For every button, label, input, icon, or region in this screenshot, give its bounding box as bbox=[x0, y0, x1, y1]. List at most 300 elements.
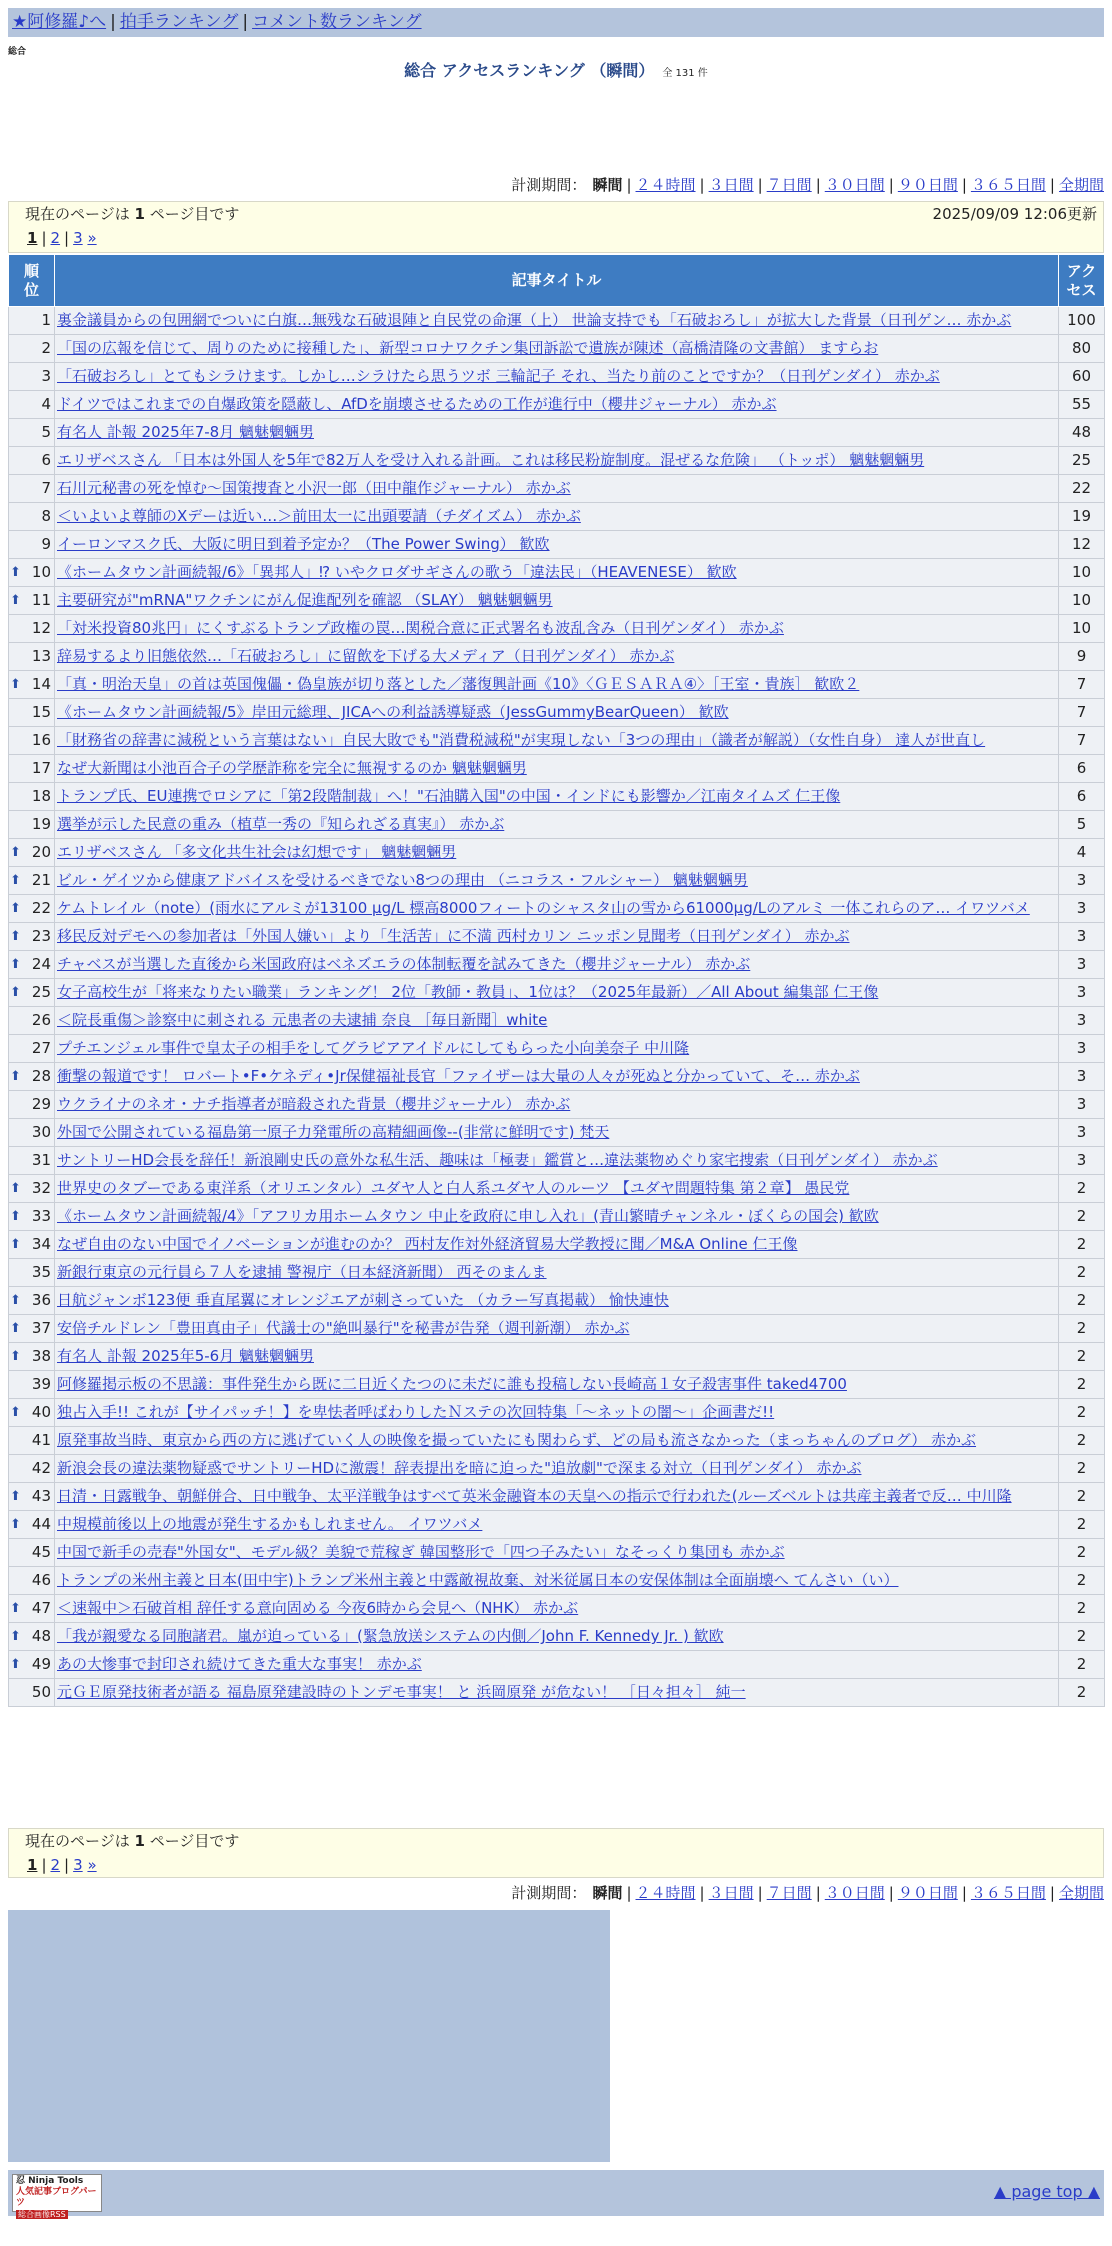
table-row bbox=[9, 1399, 1105, 1427]
access-count: 3 bbox=[1059, 1091, 1105, 1119]
rank-cell bbox=[9, 1679, 55, 1707]
article-title-link[interactable]: エリザベスさん 「日本は外国人を5年で82万人を受け入れる計画。これは移民粉旋制度。混ぜるな危険」 （トッポ） 魑魅魍魎男 bbox=[57, 451, 925, 469]
article-title-link[interactable]: 世界史のタブーである東洋系（オリエンタル）ユダヤ人と白人系ユダヤ人のルーツ 【ユダヤ問題特集 第２章】 愚民党 bbox=[57, 1179, 850, 1197]
table-row bbox=[9, 335, 1105, 363]
access-count: 10 bbox=[1059, 559, 1105, 587]
ranking-table bbox=[8, 254, 1105, 1707]
footer-bar bbox=[8, 2170, 1104, 2219]
ninja-tools-badge[interactable] bbox=[12, 2174, 102, 2219]
rank-cell bbox=[9, 1623, 55, 1651]
period-separator: | bbox=[815, 1884, 821, 1902]
article-title-link[interactable]: 阿修羅掲示板の不思議：事件発生から既に二日近くたつのに未だに誰も投稿しない長崎高１女子殺害事件 taked4700 bbox=[57, 1375, 847, 1393]
rank-number: 41 bbox=[31, 1431, 51, 1449]
access-count: 2 bbox=[1059, 1343, 1105, 1371]
article-title-link[interactable]: 移民反対デモへの参加者は「外国人嫌い」より「生活苦」に不満 西村カリン ニッポン見聞考（日刊ゲンダイ） 赤かぶ bbox=[57, 927, 850, 945]
rank-cell bbox=[9, 1259, 55, 1287]
rank-cell bbox=[9, 447, 55, 475]
access-count: 100 bbox=[1059, 307, 1105, 335]
table-row bbox=[9, 1119, 1105, 1147]
article-title-link[interactable]: プチエンジェル事件で皇太子の相手をしてグラビアアイドルにしてもらった小向美奈子 中川隆 bbox=[57, 1039, 690, 1057]
table-row bbox=[9, 1091, 1105, 1119]
table-row bbox=[9, 671, 1105, 699]
table-row bbox=[9, 1063, 1105, 1091]
rank-cell bbox=[9, 895, 55, 923]
rank-number: 5 bbox=[41, 423, 51, 441]
title-cell bbox=[55, 1651, 1059, 1679]
table-row bbox=[9, 1343, 1105, 1371]
article-title-link[interactable]: 日航ジャンボ123便 垂直尾翼にオレンジエアが刺さっていた （カラー写真掲載） 愉快連快 bbox=[57, 1291, 669, 1309]
period-link-30d[interactable]: ３０日間 bbox=[824, 176, 885, 194]
rank-cell bbox=[9, 1343, 55, 1371]
title-cell bbox=[55, 1343, 1059, 1371]
period-link-all[interactable]: 全期間 bbox=[1058, 1884, 1104, 1902]
applause-ranking-link[interactable]: 拍手ランキング bbox=[119, 12, 239, 32]
table-row bbox=[9, 755, 1105, 783]
rank-number: 33 bbox=[31, 1207, 51, 1225]
title-cell bbox=[55, 895, 1059, 923]
access-count: 7 bbox=[1059, 671, 1105, 699]
up-arrow-icon: ⬆ bbox=[10, 1237, 21, 1252]
ninja-badge-line3: 総合画像RSS bbox=[18, 2210, 66, 2219]
table-row bbox=[9, 979, 1105, 1007]
access-count: 7 bbox=[1059, 699, 1105, 727]
access-count: 2 bbox=[1059, 1539, 1105, 1567]
table-row bbox=[9, 1539, 1105, 1567]
article-title-link[interactable]: 新浪会長の違法薬物疑惑でサントリーHDに激震！辞表提出を暗に迫った"追放劇"で深まる対立（日刊ゲンダイ） 赤かぶ bbox=[57, 1459, 862, 1477]
title-cell bbox=[55, 1091, 1059, 1119]
rank-number: 38 bbox=[31, 1347, 51, 1365]
article-title-link[interactable]: ＜院長重傷＞診察中に刺される 元患者の夫逮捕 奈良 ［毎日新聞］white bbox=[57, 1011, 548, 1029]
page-info-suffix: ページ目です bbox=[149, 1832, 240, 1850]
period-link-90d[interactable]: ９０日間 bbox=[897, 176, 958, 194]
up-arrow-icon: ⬆ bbox=[10, 1321, 21, 1336]
table-row bbox=[9, 699, 1105, 727]
rank-number: 21 bbox=[31, 871, 51, 889]
title-cell bbox=[55, 1567, 1059, 1595]
article-title-link[interactable]: 日清・日露戦争、朝鮮併合、日中戦争、太平洋戦争はすべて英米金融資本の天皇への指示で行われた(ルーズベルトは共産主義者で反… 中川隆 bbox=[57, 1487, 1012, 1505]
rank-number: 9 bbox=[41, 535, 51, 553]
article-title-link[interactable]: 《ホームタウン計画続報/4》「アフリカ用ホームタウン 中止を政府に申し入れ」(青山繁晴チャンネル・ぼくらの国会) 歓欧 bbox=[57, 1207, 879, 1225]
access-count: 2 bbox=[1059, 1511, 1105, 1539]
period-separator: | bbox=[757, 176, 763, 194]
table-row bbox=[9, 447, 1105, 475]
rank-cell bbox=[9, 839, 55, 867]
rank-number: 35 bbox=[31, 1263, 51, 1281]
access-count: 2 bbox=[1059, 1203, 1105, 1231]
page-current: 1 bbox=[27, 1856, 38, 1874]
rank-cell bbox=[9, 867, 55, 895]
article-title-link[interactable]: 有名人 訃報 2025年7-8月 魑魅魍魎男 bbox=[57, 423, 314, 441]
title-cell bbox=[55, 447, 1059, 475]
title-cell bbox=[55, 671, 1059, 699]
title-cell bbox=[55, 1455, 1059, 1483]
article-title-link[interactable]: 《ホームタウン計画続報/6》「異邦人」⁉ いやクロダサギさんの歌う「違法民」（HEAVENESE） 歓欧 bbox=[57, 563, 737, 581]
page-link-2[interactable]: 2 bbox=[50, 229, 61, 247]
table-row bbox=[9, 1483, 1105, 1511]
col-header-rank: 順位 bbox=[9, 255, 55, 307]
page-next-link[interactable]: » bbox=[87, 1856, 97, 1874]
title-cell bbox=[55, 951, 1059, 979]
period-link-7d[interactable]: ７日間 bbox=[766, 1884, 812, 1902]
title-cell bbox=[55, 1539, 1059, 1567]
access-count: 2 bbox=[1059, 1567, 1105, 1595]
article-title-link[interactable]: 石川元秘書の死を悼む〜国策捜査と小沢一郎（田中龍作ジャーナル） 赤かぶ bbox=[57, 479, 571, 497]
article-title-link[interactable]: 「対米投資80兆円」にくすぶるトランプ政権の罠…関税合意に正式署名も波乱含み（日刊ゲンダイ） 赤かぶ bbox=[57, 619, 784, 637]
period-separator: | bbox=[757, 1884, 763, 1902]
access-count: 2 bbox=[1059, 1399, 1105, 1427]
page-separator: | bbox=[64, 1856, 70, 1874]
rank-number: 44 bbox=[31, 1515, 51, 1533]
title-cell bbox=[55, 1511, 1059, 1539]
period-link-24h[interactable]: ２４時間 bbox=[635, 1884, 696, 1902]
rank-number: 12 bbox=[31, 619, 51, 637]
table-row bbox=[9, 643, 1105, 671]
rank-number: 45 bbox=[31, 1543, 51, 1561]
article-title-link[interactable]: 「財務省の辞書に減税という言葉はない」自民大敗でも"消費税減税"が実現しない「3つの理由」（識者が解説）（女性自身） 達人が世直し bbox=[57, 731, 986, 749]
period-link-90d[interactable]: ９０日間 bbox=[897, 1884, 958, 1902]
title-cell bbox=[55, 1147, 1059, 1175]
up-arrow-icon: ⬆ bbox=[10, 1349, 21, 1364]
rank-cell bbox=[9, 559, 55, 587]
title-cell bbox=[55, 531, 1059, 559]
rank-cell bbox=[9, 979, 55, 1007]
period-link-365d[interactable]: ３６５日間 bbox=[970, 176, 1046, 194]
table-row bbox=[9, 1147, 1105, 1175]
rank-number: 15 bbox=[31, 703, 51, 721]
article-title-link[interactable]: 中国で新手の売春"外国女"、モデル級？美貌で荒稼ぎ 韓国整形で「四つ子みたい」なそっくり集団も 赤かぶ bbox=[57, 1543, 785, 1561]
up-arrow-icon: ⬆ bbox=[10, 1293, 21, 1308]
article-title-link[interactable]: ドイツではこれまでの自爆政策を隠蔽し、AfDを崩壊させるための工作が進行中（櫻井ジャーナル） 赤かぶ bbox=[57, 395, 777, 413]
article-title-link[interactable]: エリザベスさん 「多文化共生社会は幻想です」 魑魅魍魎男 bbox=[57, 843, 457, 861]
access-count: 2 bbox=[1059, 1679, 1105, 1707]
article-title-link[interactable]: 中規模前後以上の地震が発生するかもしれません。 イワツバメ bbox=[57, 1515, 483, 1533]
rank-cell bbox=[9, 1035, 55, 1063]
period-selector-bottom bbox=[511, 1883, 1104, 1903]
access-count: 3 bbox=[1059, 979, 1105, 1007]
article-title-link[interactable]: なぜ大新聞は小池百合子の学歴詐称を完全に無視するのか 魑魅魍魎男 bbox=[57, 759, 527, 777]
rank-cell bbox=[9, 1315, 55, 1343]
period-separator: | bbox=[961, 1884, 967, 1902]
rank-number: 2 bbox=[41, 339, 51, 357]
article-title-link[interactable]: 安倍チルドレン「豊田真由子」代議士の"絶叫暴行"を秘書が告発（週刊新潮） 赤かぶ bbox=[57, 1319, 630, 1337]
title-cell bbox=[55, 1595, 1059, 1623]
page-separator: | bbox=[41, 1856, 47, 1874]
article-title-link[interactable]: トランプ氏、EU連携でロシアに「第2段階制裁」へ！"石油購入国"の中国・インドにも影響か／江南タイムズ 仁王像 bbox=[57, 787, 841, 805]
period-link-3d[interactable]: ３日間 bbox=[708, 176, 754, 194]
title-cell bbox=[55, 1259, 1059, 1287]
rank-number: 16 bbox=[31, 731, 51, 749]
article-title-link[interactable]: 新銀行東京の元行員ら７人を逮捕 警視庁（日本経済新聞） 西そのまんま bbox=[57, 1263, 547, 1281]
article-title-link[interactable]: 「真・明治天皇」の首は英国傀儡・偽皇族が切り落とした／藩復興計画《10》〈ＧＥＳＡＲＡ④〉［王室・貴族］ 歓欧２ bbox=[57, 675, 860, 693]
title-cell bbox=[55, 643, 1059, 671]
rank-number: 42 bbox=[31, 1459, 51, 1477]
article-title-link[interactable]: サントリーHD会長を辞任！新浪剛史氏の意外な私生活、趣味は「極妻」鑑賞と…違法薬物めぐり家宅捜索（日刊ゲンダイ） 赤かぶ bbox=[57, 1151, 938, 1169]
rank-number: 25 bbox=[31, 983, 51, 1001]
article-title-link[interactable]: ＜いよいよ尊師のXデーは近い…＞前田太一に出頭要請（チダイズム） 赤かぶ bbox=[57, 507, 581, 525]
period-separator: | bbox=[815, 176, 821, 194]
article-title-link[interactable]: 有名人 訃報 2025年5-6月 魑魅魍魎男 bbox=[57, 1347, 314, 1365]
page-title: 総合 アクセスランキング （瞬間） bbox=[404, 61, 655, 80]
col-header-title: 記事タイトル bbox=[55, 255, 1059, 307]
up-arrow-icon: ⬆ bbox=[10, 845, 21, 860]
table-row bbox=[9, 923, 1105, 951]
rank-number: 46 bbox=[31, 1571, 51, 1589]
title-cell bbox=[55, 1483, 1059, 1511]
article-title-link[interactable]: 原発事故当時、東京から西の方に逃げていく人の映像を撮っていたにも関わらず、どの局も流さなかった（まっちゃんのブログ） 赤かぶ bbox=[57, 1431, 977, 1449]
page-info-number: 1 bbox=[134, 205, 145, 223]
rank-number: 40 bbox=[31, 1403, 51, 1421]
rank-cell bbox=[9, 1455, 55, 1483]
period-separator: | bbox=[626, 1884, 632, 1902]
rank-cell bbox=[9, 1119, 55, 1147]
access-count: 22 bbox=[1059, 475, 1105, 503]
table-row bbox=[9, 503, 1105, 531]
title-cell bbox=[55, 587, 1059, 615]
page-top-link[interactable]: ▲ page top ▲ bbox=[993, 2182, 1100, 2201]
access-count: 19 bbox=[1059, 503, 1105, 531]
rank-number: 19 bbox=[31, 815, 51, 833]
title-cell bbox=[55, 727, 1059, 755]
access-count: 2 bbox=[1059, 1371, 1105, 1399]
home-link[interactable]: ★阿修羅♪へ bbox=[12, 12, 107, 32]
article-title-link[interactable]: あの大惨事で封印され続けてきた重大な事実！ 赤かぶ bbox=[57, 1655, 422, 1673]
category-label: 総合 bbox=[8, 47, 27, 57]
access-count: 6 bbox=[1059, 783, 1105, 811]
period-link-all[interactable]: 全期間 bbox=[1058, 176, 1104, 194]
table-row bbox=[9, 811, 1105, 839]
title-cell bbox=[55, 503, 1059, 531]
title-cell bbox=[55, 1035, 1059, 1063]
rank-number: 28 bbox=[31, 1067, 51, 1085]
access-count: 3 bbox=[1059, 895, 1105, 923]
up-arrow-icon: ⬆ bbox=[10, 901, 21, 916]
period-link-30d[interactable]: ３０日間 bbox=[824, 1884, 885, 1902]
rank-number: 23 bbox=[31, 927, 51, 945]
nav-separator: | bbox=[110, 12, 116, 32]
article-title-link[interactable]: ビル・ゲイツから健康アドバイスを受けるべきでない8つの理由 （ニコラス・フルシャー） 魑魅魍魎男 bbox=[57, 871, 748, 889]
access-count: 2 bbox=[1059, 1231, 1105, 1259]
period-label: 計測期間： bbox=[511, 1884, 587, 1902]
access-count: 55 bbox=[1059, 391, 1105, 419]
rank-number: 49 bbox=[31, 1655, 51, 1673]
rank-cell bbox=[9, 643, 55, 671]
rank-cell bbox=[9, 419, 55, 447]
title-cell bbox=[55, 1287, 1059, 1315]
nav-separator: | bbox=[242, 12, 249, 32]
title-cell bbox=[55, 419, 1059, 447]
period-link-3d[interactable]: ３日間 bbox=[708, 1884, 754, 1902]
access-count: 2 bbox=[1059, 1287, 1105, 1315]
article-title-link[interactable]: 「我が親愛なる同胞諸君。嵐が迫っている」(緊急放送システムの内側／John F. Kennedy Jr. ) 歓欧 bbox=[57, 1627, 724, 1645]
rank-number: 3 bbox=[41, 367, 51, 385]
article-title-link[interactable]: 「国の広報を信じて、周りのために接種した」、新型コロナワクチン集団訴訟で遺族が陳述（高橋清隆の文書館） ますらお bbox=[57, 339, 879, 357]
up-arrow-icon: ⬆ bbox=[10, 985, 21, 1000]
page-link-2[interactable]: 2 bbox=[50, 1856, 61, 1874]
rank-cell bbox=[9, 1371, 55, 1399]
access-count: 25 bbox=[1059, 447, 1105, 475]
rank-cell bbox=[9, 1651, 55, 1679]
rank-number: 37 bbox=[31, 1319, 51, 1337]
title-cell bbox=[55, 475, 1059, 503]
table-row bbox=[9, 615, 1105, 643]
access-count: 2 bbox=[1059, 1427, 1105, 1455]
access-count: 60 bbox=[1059, 363, 1105, 391]
article-title-link[interactable]: なぜ自由のない中国でイノベーションが進むのか？ 西村友作対外経済貿易大学教授に聞／M&A Online 仁王像 bbox=[57, 1235, 798, 1253]
period-link-24h[interactable]: ２４時間 bbox=[635, 176, 696, 194]
article-title-link[interactable]: ケムトレイル（note）(雨水にアルミが13100 μg/L 標高8000フィートのシャスタ山の雪から61000μg/Lのアルミ 一体これらのア… イワツバメ bbox=[57, 899, 1030, 917]
rank-number: 6 bbox=[41, 451, 51, 469]
rank-cell bbox=[9, 951, 55, 979]
article-title-link[interactable]: 《ホームタウン計画続報/5》岸田元総理、JICAへの利益誘導疑惑（JessGummyBearQueen） 歓欧 bbox=[57, 703, 729, 721]
rank-cell bbox=[9, 923, 55, 951]
title-cell bbox=[55, 1175, 1059, 1203]
article-title-link[interactable]: イーロンマスク氏、大阪に明日到着予定か？（The Power Swing） 歓欧 bbox=[57, 535, 550, 553]
period-separator: | bbox=[626, 176, 632, 194]
period-current: 瞬間 bbox=[592, 1884, 623, 1902]
access-count: 4 bbox=[1059, 839, 1105, 867]
title-cell bbox=[55, 559, 1059, 587]
page-next-link[interactable]: » bbox=[87, 229, 97, 247]
page-separator: | bbox=[41, 229, 47, 247]
rank-cell bbox=[9, 699, 55, 727]
rank-cell bbox=[9, 1539, 55, 1567]
page-info-top bbox=[8, 201, 1104, 253]
up-arrow-icon: ⬆ bbox=[10, 873, 21, 888]
period-link-7d[interactable]: ７日間 bbox=[766, 176, 812, 194]
article-title-link[interactable]: トランプの米州主義と日本(田中宇)トランプ米州主義と中露敵視故棄、対米従属日本の安保体制は全面崩壊へ てんさい（い） bbox=[57, 1571, 899, 1589]
rank-cell bbox=[9, 1427, 55, 1455]
up-arrow-icon: ⬆ bbox=[10, 957, 21, 972]
rank-number: 14 bbox=[31, 675, 51, 693]
access-count: 2 bbox=[1059, 1651, 1105, 1679]
up-arrow-icon: ⬆ bbox=[10, 1181, 21, 1196]
ninja-badge-line1: 忍 Ninja Tools bbox=[16, 2176, 84, 2186]
article-title-link[interactable]: 元ＧＥ原発技術者が語る 福島原発建設時のトンデモ事実！ と 浜岡原発 が危ない！ ［日々担々］ 純一 bbox=[57, 1683, 746, 1701]
article-title-link[interactable]: ＜速報中＞石破首相 辞任する意向固める 今夜6時から会見へ（NHK） 赤かぶ bbox=[57, 1599, 579, 1617]
article-title-link[interactable]: 女子高校生が「将来なりたい職業」ランキング！ 2位「教師・教員」、1位は？（2025年最新）／All About 編集部 仁王像 bbox=[57, 983, 879, 1001]
table-row bbox=[9, 1231, 1105, 1259]
page-info-prefix: 現在のページは bbox=[25, 205, 130, 223]
page-info-suffix: ページ目です bbox=[149, 205, 240, 223]
period-link-365d[interactable]: ３６５日間 bbox=[970, 1884, 1046, 1902]
period-separator: | bbox=[1049, 176, 1055, 194]
access-count: 3 bbox=[1059, 1147, 1105, 1175]
up-arrow-icon: ⬆ bbox=[10, 1489, 21, 1504]
article-title-link[interactable]: 独占入手!! これが【サイパッチ！】を卑怯者呼ばわりしたＮステの次回特集「〜ネットの闇〜」企画書だ!! bbox=[57, 1403, 775, 1421]
period-label: 計測期間： bbox=[511, 176, 587, 194]
access-count: 6 bbox=[1059, 755, 1105, 783]
rank-number: 26 bbox=[31, 1011, 51, 1029]
title-cell bbox=[55, 1315, 1059, 1343]
rank-number: 17 bbox=[31, 759, 51, 777]
rank-number: 7 bbox=[41, 479, 51, 497]
title-cell bbox=[55, 1231, 1059, 1259]
period-current: 瞬間 bbox=[592, 176, 623, 194]
rank-number: 4 bbox=[41, 395, 51, 413]
up-arrow-icon: ⬆ bbox=[10, 1405, 21, 1420]
up-arrow-icon: ⬆ bbox=[10, 593, 21, 608]
article-title-link[interactable]: 辞易するより旧態依然…「石破おろし」に留飲を下げる大メディア（日刊ゲンダイ） 赤かぶ bbox=[57, 647, 675, 665]
rank-cell bbox=[9, 615, 55, 643]
table-row bbox=[9, 475, 1105, 503]
rank-cell bbox=[9, 1595, 55, 1623]
rank-cell bbox=[9, 755, 55, 783]
title-cell bbox=[55, 1063, 1059, 1091]
article-title-link[interactable]: 主要研究が"mRNA"ワクチンにがん促進配列を確認 （SLAY） 魑魅魍魎男 bbox=[57, 591, 553, 609]
rank-cell bbox=[9, 1203, 55, 1231]
rank-cell bbox=[9, 1483, 55, 1511]
table-row bbox=[9, 419, 1105, 447]
page-separator: | bbox=[64, 229, 70, 247]
title-cell bbox=[55, 811, 1059, 839]
table-row bbox=[9, 1455, 1105, 1483]
rank-cell bbox=[9, 671, 55, 699]
title-cell bbox=[55, 1679, 1059, 1707]
access-count: 2 bbox=[1059, 1259, 1105, 1287]
rank-number: 29 bbox=[31, 1095, 51, 1113]
article-title-link[interactable]: 裏金議員からの包囲網でついに白旗…無残な石破退陣と自民党の命運（上） 世論支持でも「石破おろし」が拡大した背景（日刊ゲン… 赤かぶ bbox=[57, 311, 1012, 329]
table-row bbox=[9, 363, 1105, 391]
article-title-link[interactable]: 選挙が示した民意の重み（植草一秀の『知られざる真実』） 赤かぶ bbox=[57, 815, 505, 833]
article-title-link[interactable]: 「石破おろし」とてもシラけます。しかし…シラけたら思うツボ 三輪記子 それ、当たり前のことですか？（日刊ゲンダイ） 赤かぶ bbox=[57, 367, 940, 385]
article-title-link[interactable]: 衝撃の報道です！ ロバート•F•ケネディ•Jr保健福祉長官「ファイザーは大量の人々が死ぬと分かっていて、そ… 赤かぶ bbox=[57, 1067, 860, 1085]
title-cell bbox=[55, 307, 1059, 335]
access-count: 3 bbox=[1059, 867, 1105, 895]
title-cell bbox=[55, 1371, 1059, 1399]
up-arrow-icon: ⬆ bbox=[10, 929, 21, 944]
rank-number: 8 bbox=[41, 507, 51, 525]
comment-ranking-link[interactable]: コメント数ランキング bbox=[252, 12, 422, 32]
title-cell bbox=[55, 979, 1059, 1007]
table-row bbox=[9, 1623, 1105, 1651]
article-title-link[interactable]: 外国で公開されている福島第一原子力発電所の高精細画像--(非常に鮮明です) 梵天 bbox=[57, 1123, 610, 1141]
table-row bbox=[9, 1651, 1105, 1679]
page-link-3[interactable]: 3 bbox=[73, 1856, 83, 1874]
article-title-link[interactable]: ウクライナのネオ・ナチ指導者が暗殺された背景（櫻井ジャーナル） 赤かぶ bbox=[57, 1095, 571, 1113]
page-link-3[interactable]: 3 bbox=[73, 229, 83, 247]
title-cell bbox=[55, 1007, 1059, 1035]
rank-cell bbox=[9, 783, 55, 811]
rank-cell bbox=[9, 391, 55, 419]
title-cell bbox=[55, 1119, 1059, 1147]
period-separator: | bbox=[888, 1884, 894, 1902]
title-cell bbox=[55, 1203, 1059, 1231]
rank-number: 50 bbox=[31, 1683, 51, 1701]
page-info-prefix: 現在のページは bbox=[25, 1832, 130, 1850]
title-cell bbox=[55, 783, 1059, 811]
period-separator: | bbox=[699, 176, 705, 194]
article-title-link[interactable]: チャベスが当選した直後から米国政府はベネズエラの体制転覆を試みてきた（櫻井ジャーナル） 赤かぶ bbox=[57, 955, 751, 973]
table-row bbox=[9, 1175, 1105, 1203]
access-count: 3 bbox=[1059, 1119, 1105, 1147]
access-count: 2 bbox=[1059, 1483, 1105, 1511]
rank-cell bbox=[9, 1091, 55, 1119]
table-row bbox=[9, 1679, 1105, 1707]
rank-cell bbox=[9, 1063, 55, 1091]
rank-cell bbox=[9, 1175, 55, 1203]
current-page-info bbox=[25, 202, 239, 226]
table-row bbox=[9, 307, 1105, 335]
rank-cell bbox=[9, 1007, 55, 1035]
access-count: 2 bbox=[1059, 1175, 1105, 1203]
table-row bbox=[9, 1203, 1105, 1231]
access-count: 48 bbox=[1059, 419, 1105, 447]
table-row bbox=[9, 1035, 1105, 1063]
title-cell bbox=[55, 867, 1059, 895]
access-count: 9 bbox=[1059, 643, 1105, 671]
rank-number: 31 bbox=[31, 1151, 51, 1169]
rank-number: 13 bbox=[31, 647, 51, 665]
